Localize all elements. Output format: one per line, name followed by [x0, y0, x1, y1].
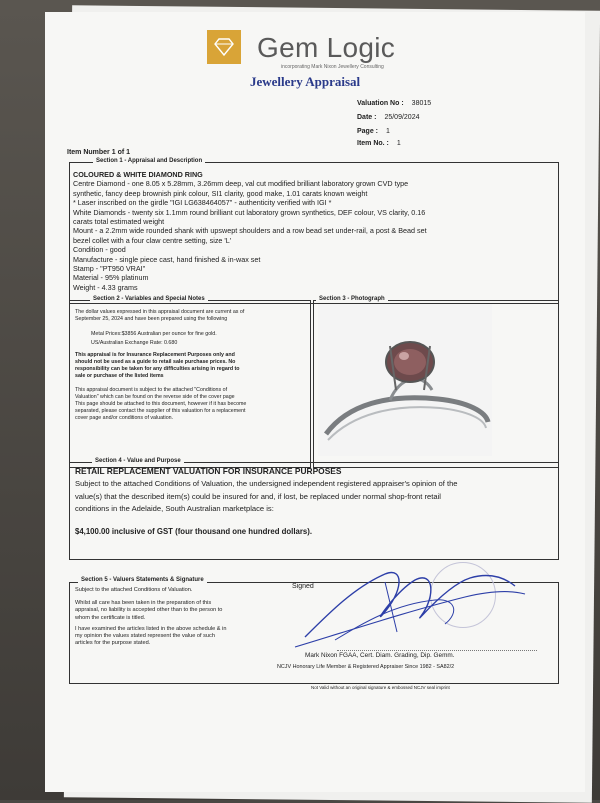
insurance-note-line: sale or purchase of the listed items	[75, 373, 164, 379]
appraisal-document	[45, 12, 585, 792]
statement-line: conditions in the Adelaide, South Australian marketplace is:	[75, 504, 274, 514]
valuation-statement	[75, 478, 553, 516]
conditions-line: This appraisal document is subject to the attached "Conditions of	[75, 387, 228, 393]
exchange-rate: US/Australian Exchange Rate: 0.680	[91, 340, 178, 346]
variables-line: September 25, 2024 and have been prepared using the following	[75, 316, 228, 322]
statement-line: Subject to the attached Conditions of Valuation.	[75, 587, 193, 593]
description-line: Centre Diamond - one 8.05 x 5.28mm, 3.26mm deep, val cut modified brilliant laboratory grown CVD type	[73, 179, 409, 189]
description-line: Condition - good	[73, 245, 126, 255]
insurance-note-line: should not be used as a guide to retail sale purchase prices. No	[75, 359, 236, 365]
signed-label: Signed	[292, 583, 314, 590]
document-title: Jewellery Appraisal	[250, 74, 361, 89]
description-line: Mount - a 2.2mm wide rounded shank with upswept shoulders and a row bead set under-rail, a post & Bead set	[73, 226, 427, 236]
conditions-line: cover page and/or conditions of valuation.	[75, 415, 174, 421]
description-line: * Laser inscribed on the girdle "IGI LG638464057" - authenticity verified with IGI *	[73, 198, 332, 208]
description-line: Manufacture - single piece cast, hand finished & in-wax set	[73, 254, 261, 264]
appraiser-name: Mark Nixon FGAA, Cert. Diam. Grading, Dip. Gemm.	[305, 652, 455, 659]
valuation-number: Valuation No : 38015	[357, 100, 432, 107]
statement-line: articles for the purpose stated.	[75, 640, 151, 647]
valuation-purpose-heading: RETAIL REPLACEMENT VALUATION FOR INSURANCE PURPOSES	[75, 466, 342, 476]
appraiser-membership: NCJV Honorary Life Member & Registered Appraiser Since 1982 - SA82/2	[277, 664, 455, 670]
description-line: White Diamonds - twenty six 1.1mm round brilliant cut laboratory grown synthetics, DEF colour, VS clarity, 0.16	[73, 207, 426, 217]
section-2-content	[75, 309, 307, 422]
variables-line: The dollar values expressed in this appraisal document are current as of	[75, 309, 245, 315]
section-3-label: Section 3 - Photograph	[316, 296, 388, 302]
replacement-value: $4,100.00 inclusive of GST (four thousand one hundred dollars).	[75, 527, 312, 536]
description-line: Stamp - "PT950 VRAI"	[73, 264, 146, 274]
section-5-label: Section 5 - Valuers Statements & Signature	[78, 577, 207, 583]
metal-prices: Metal Prices:$3856 Australian per ounce for fine gold.	[91, 331, 217, 337]
brand-tagline: incorporating Mark Nixon Jewellery Consulting	[281, 64, 384, 70]
statement-line: Subject to the attached Conditions of Valuation, the undersigned independent registered appraiser's opinion of the	[75, 479, 458, 488]
statement-line: whom the certificate is titled.	[75, 614, 146, 621]
conditions-line: separated, please contact the supplier of this valuation for a replacement	[75, 408, 246, 414]
statement-line: I have examined the articles listed in the above schedule & in	[75, 625, 227, 632]
conditions-line: This page should be attached to this document, however if it has become	[75, 401, 247, 407]
section-4-label: Section 4 - Value and Purpose	[92, 458, 184, 464]
description-line: Weight - 4.33 grams	[73, 282, 138, 292]
signature-line	[337, 650, 537, 651]
statement-line: appraisal, no liability is accepted other than to the person to	[75, 607, 223, 614]
section-2-label: Section 2 - Variables and Special Notes	[90, 296, 208, 302]
item-heading: COLOURED & WHITE DIAMOND RING	[73, 170, 203, 179]
description-line: synthetic, fancy deep brownish pink colour, SI1 clarity, good make, 1.01 carats known weight	[73, 188, 368, 198]
ring-photograph	[318, 304, 492, 456]
item-number-field: Item No. : 1	[357, 140, 401, 147]
insurance-note-line: responsibility can be taken for any difficulties arising in regard to	[75, 366, 240, 372]
description-line: bezel collet with a four claw centre setting, size 'L'	[73, 235, 232, 245]
page-number: Page : 1	[357, 128, 390, 135]
valuer-statements	[75, 587, 297, 647]
validity-note: Not Valid without an original signature & embossed NCJV seal imprint	[311, 685, 450, 690]
conditions-line: Valuation" which can be found on the reverse side of the cover page	[75, 394, 235, 400]
description-line: Material - 95% platinum	[73, 273, 149, 283]
brand-name: Gem Logic	[257, 32, 396, 63]
valuation-date: Date : 25/09/2024	[357, 114, 420, 121]
insurance-note-line: This appraisal is for Insurance Replacement Purposes only and	[75, 352, 235, 358]
item-number-heading: Item Number 1 of 1	[67, 149, 131, 156]
statement-line: Whilst all care has been taken in the preparation of this	[75, 600, 212, 607]
statement-line: value(s) that the described item(s) could be insured for and, if lost, be replaced under normal shop-front retail	[75, 491, 441, 501]
section-1-content	[73, 170, 553, 292]
diamond-logo-icon	[207, 30, 241, 64]
handwritten-signature	[285, 552, 535, 652]
section-1-label: Section 1 - Appraisal and Description	[93, 158, 205, 164]
description-line: carats total estimated weight	[73, 217, 165, 227]
statement-line: my opinion the values stated represent the value of such	[75, 633, 215, 640]
